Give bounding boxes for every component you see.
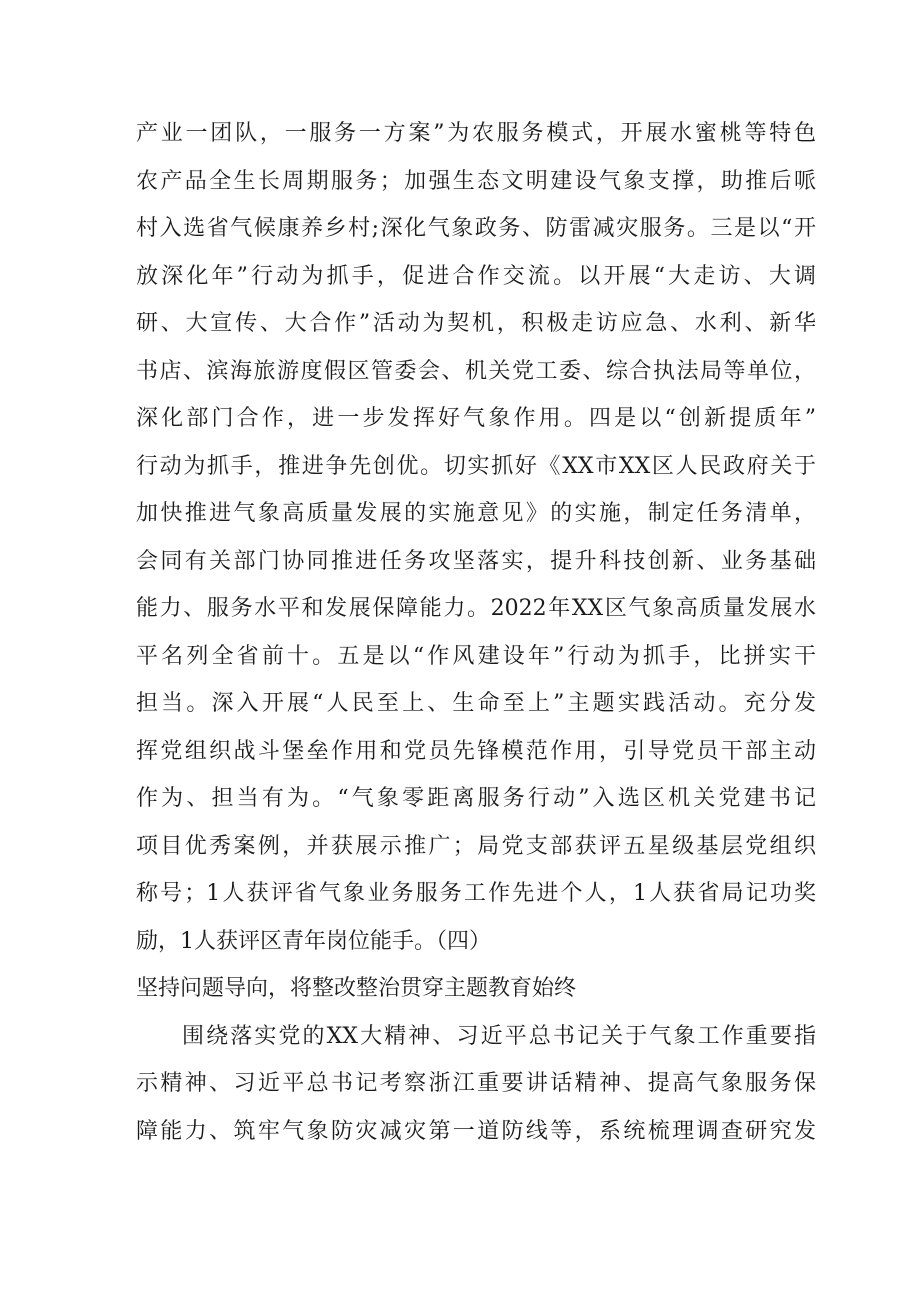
body-line: 平名列全省前十。五是以“作风建设年”行动为抓手，比拼实干: [136, 643, 816, 669]
section-heading: 坚持问题导向，将整改整治贯穿主题教育始终: [136, 976, 577, 1001]
body-line: 担当。深入开展“人民至上、生命至上”主题实践活动。充分发: [136, 691, 816, 716]
body-line: 放深化年”行动为抓手，促进合作交流。以开展“大走访、大调: [136, 263, 816, 289]
body-line: 会同有关部门协同推进任务攻坚落实，提升科技创新、业务基础: [136, 548, 816, 574]
body-line: 书店、滨海旅游度假区管委会、机关党工委、综合执法局等单位，: [136, 358, 816, 384]
paragraph-line: 围绕落实党的XX大精神、习近平总书记关于气象工作重要指: [182, 1023, 816, 1049]
body-line: 加快推进气象高质量发展的实施意见》的实施，制定任务清单，: [136, 501, 816, 526]
body-line: 挥党组织战斗堡垒作用和党员先锋模范作用，引导党员干部主动: [136, 738, 816, 764]
body-line: 行动为抓手，推进争先创优。切实抓好《XX市XX区人民政府关于: [136, 453, 816, 479]
body-line: 深化部门合作，进一步发挥好气象作用。四是以“创新提质年”: [136, 406, 816, 431]
body-line: 项目优秀案例，并获展示推广；局党支部获评五星级基层党组织: [136, 833, 816, 859]
body-line: 称号；1人获评省气象业务服务工作先进个人，1人获省局记功奖: [136, 881, 816, 906]
paragraph-line: 障能力、筑牢气象防灾减灾第一道防线等，系统梳理调查研究发: [136, 1118, 816, 1144]
body-line: 励，1人获评区青年岗位能手。（四）: [136, 928, 491, 954]
body-line: 农产品全生长周期服务；加强生态文明建设气象支撑，助推后哌: [136, 168, 816, 194]
body-line: 村入选省气候康养乡村;深化气象政务、防雷减灾服务。三是以“开: [136, 216, 816, 241]
body-line: 能力、服务水平和发展保障能力。2022年XX区气象高质量发展水: [136, 596, 816, 621]
document-body: [136, 110, 816, 1155]
body-line: 产业一团队，一服务一方案”为农服务模式，开展水蜜桃等特色: [136, 121, 816, 146]
body-line: 作为、担当有为。“气象零距离服务行动”入选区机关党建书记: [136, 786, 816, 811]
body-line: 研、大宣传、大合作”活动为契机，积极走访应急、水利、新华: [136, 311, 816, 336]
paragraph-line: 示精神、习近平总书记考察浙江重要讲话精神、提高气象服务保: [136, 1071, 816, 1096]
